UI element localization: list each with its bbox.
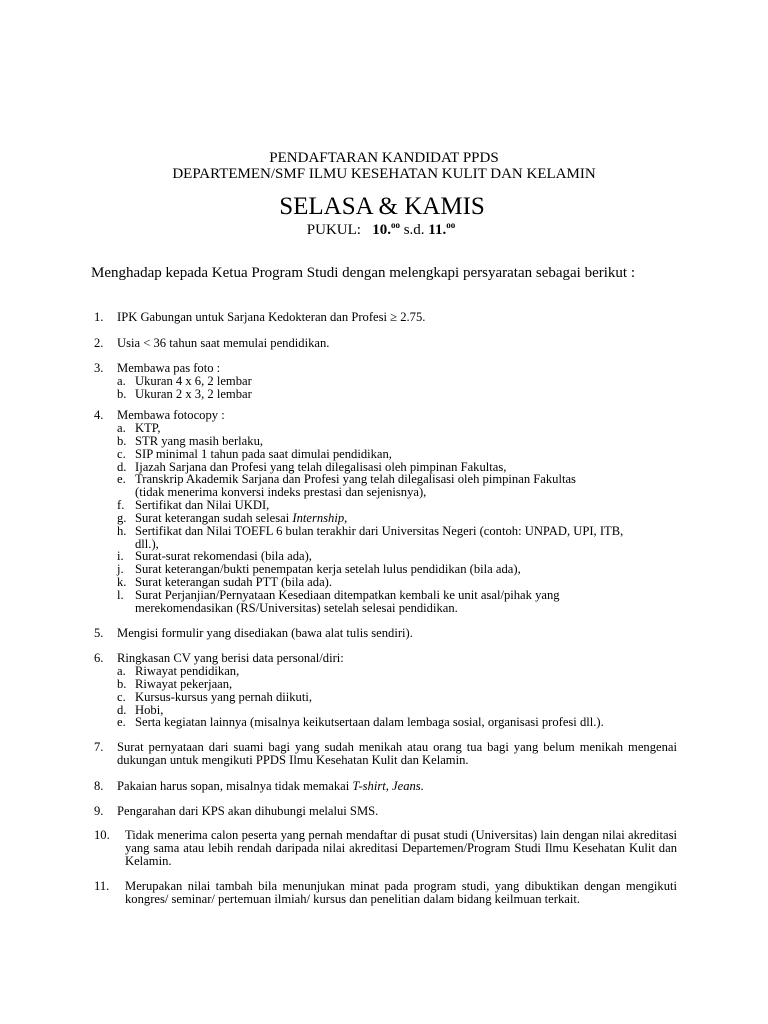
- sub-text: Ukuran 4 x 6, 2 lembar: [135, 374, 252, 388]
- sub-text: Serta kegiatan lainnya (misalnya keikutsertaan dalam lembaga sosial, organisasi profesi dll.).: [135, 715, 604, 729]
- sub-text: Sertifikat dan Nilai TOEFL 6 bulan terakhir dari Universitas Negeri (contoh: UNPAD, UPI, ITB,: [135, 524, 624, 538]
- time-separator: s.d.: [403, 222, 425, 238]
- sub-label: a.: [117, 421, 126, 435]
- sub-label: b.: [117, 677, 127, 691]
- item-text-plain: Pakaian harus sopan, misalnya tidak memakai: [117, 779, 353, 793]
- sub-text: Hobi,: [135, 703, 164, 717]
- sub-label: i.: [117, 549, 124, 563]
- sub-text: Riwayat pendidikan,: [135, 664, 240, 678]
- item-number: 6.: [94, 651, 104, 665]
- sub-text-end: ,: [344, 511, 348, 525]
- sub-label: f.: [117, 498, 125, 512]
- sub-text: [135, 512, 677, 525]
- item-number: 9.: [94, 804, 104, 818]
- sub-text: dll.),: [135, 537, 159, 551]
- sub-label: d.: [117, 460, 127, 474]
- sub-label: b.: [117, 434, 127, 448]
- intro-paragraph: Menghadap kepada Ketua Program Studi dengan melengkapi persyaratan sebagai berikut :: [91, 265, 635, 281]
- item-number: 8.: [94, 779, 104, 793]
- sub-label: a.: [117, 374, 126, 388]
- sub-label: j.: [117, 562, 124, 576]
- schedule-days: SELASA & KAMIS: [279, 193, 485, 220]
- sub-text: merekomendasikan (RS/Universitas) setelah selesai pendidikan.: [135, 601, 458, 615]
- sub-label: k.: [117, 575, 127, 589]
- sub-text: Surat Perjanjian/Pernyataan Kesediaan ditempatkan kembali ke unit asal/pihak yang: [135, 588, 560, 602]
- sub-text: Sertifikat dan Nilai UKDI,: [135, 498, 270, 512]
- sub-label: a.: [117, 664, 126, 678]
- sub-text: KTP,: [135, 421, 161, 435]
- time-label: PUKUL:: [306, 222, 361, 238]
- sub-label: g.: [117, 511, 127, 525]
- item-text: Tidak menerima calon peserta yang pernah mendaftar di pusat studi (Universitas) lain dengan nilai akreditasi yang sama atau lebih rendah daripada nilai akreditasi Departemen/Program Studi Ilmu Kesehatan Kulit dan Kelamin.: [125, 828, 677, 868]
- sub-text: STR yang masih berlaku,: [135, 434, 264, 448]
- sub-text: Ukuran 2 x 3, 2 lembar: [135, 387, 252, 401]
- sub-label: b.: [117, 387, 127, 401]
- item-text: Membawa pas foto :: [117, 361, 221, 375]
- time-start: 10.: [372, 222, 391, 238]
- sub-label: d.: [117, 703, 127, 717]
- item-number: 1.: [94, 310, 104, 324]
- sub-label: c.: [117, 447, 126, 461]
- schedule-time: [0, 222, 762, 239]
- sub-label: l.: [117, 588, 124, 602]
- sub-text: Riwayat pekerjaan,: [135, 677, 233, 691]
- sub-label: e.: [117, 472, 126, 486]
- time-start-sup: oo: [390, 220, 400, 230]
- time-end: 11.: [428, 222, 447, 238]
- item-text: Pengarahan dari KPS akan dihubungi melalui SMS.: [117, 804, 379, 818]
- item-text: Usia < 36 tahun saat memulai pendidikan.: [117, 336, 330, 350]
- item-text: Surat pernyataan dari suami bagi yang sudah menikah atau orang tua bagi yang belum menikah mengenai dukungan untuk mengikuti PPDS Ilmu Kesehatan Kulit dan Kelamin.: [117, 740, 677, 767]
- item-text: Mengisi formulir yang disediakan (bawa alat tulis sendiri).: [117, 626, 413, 640]
- sub-label: h.: [117, 524, 127, 538]
- sub-text-italic: Internship: [292, 511, 345, 525]
- item-text: Ringkasan CV yang berisi data personal/diri:: [117, 651, 344, 665]
- item-number: 4.: [94, 408, 104, 422]
- sub-text: (tidak menerima konversi indeks prestasi dan sejenisnya),: [135, 485, 427, 499]
- item-number: 7.: [94, 740, 104, 754]
- sub-label: e.: [117, 715, 126, 729]
- item-number: 2.: [94, 336, 104, 350]
- sub-label: c.: [117, 690, 126, 704]
- header-title: PENDAFTARAN KANDIDAT PPDS: [269, 150, 499, 166]
- item-number: 11.: [94, 879, 110, 893]
- sub-text: Kursus-kursus yang pernah diikuti,: [135, 690, 312, 704]
- sub-text: SIP minimal 1 tahun pada saat dimulai pendidikan,: [135, 447, 392, 461]
- sub-text-plain: Surat keterangan sudah selesai: [135, 511, 293, 525]
- sub-text: Surat keterangan/bukti penempatan kerja setelah lulus pendidikan (bila ada),: [135, 562, 521, 576]
- sub-text: Ijazah Sarjana dan Profesi yang telah dilegalisasi oleh pimpinan Fakultas,: [135, 460, 507, 474]
- header-department: DEPARTEMEN/SMF ILMU KESEHATAN KULIT DAN KELAMIN: [172, 166, 596, 182]
- item-number: 3.: [94, 361, 104, 375]
- sub-text: Surat-surat rekomendasi (bila ada),: [135, 549, 312, 563]
- sub-text: Surat keterangan sudah PTT (bila ada).: [135, 575, 333, 589]
- sub-text: Transkrip Akademik Sarjana dan Profesi yang telah dilegalisasi oleh pimpinan Fakultas: [135, 472, 576, 486]
- item-number: 10.: [94, 828, 110, 842]
- item-text: [117, 780, 677, 793]
- item-text: IPK Gabungan untuk Sarjana Kedokteran dan Profesi ≥ 2.75.: [117, 310, 426, 324]
- item-text: Merupakan nilai tambah bila menunjukan minat pada program studi, yang dibuktikan dengan mengikuti kongres/ seminar/ pertemuan ilmiah/ kursus dan penelitian dalam bidang keilmuan terkait.: [125, 879, 677, 906]
- item-text-italic: T-shirt, Jeans.: [352, 779, 424, 793]
- item-number: 5.: [94, 626, 104, 640]
- item-text: Membawa fotocopy :: [117, 408, 225, 422]
- time-end-sup: oo: [446, 220, 456, 230]
